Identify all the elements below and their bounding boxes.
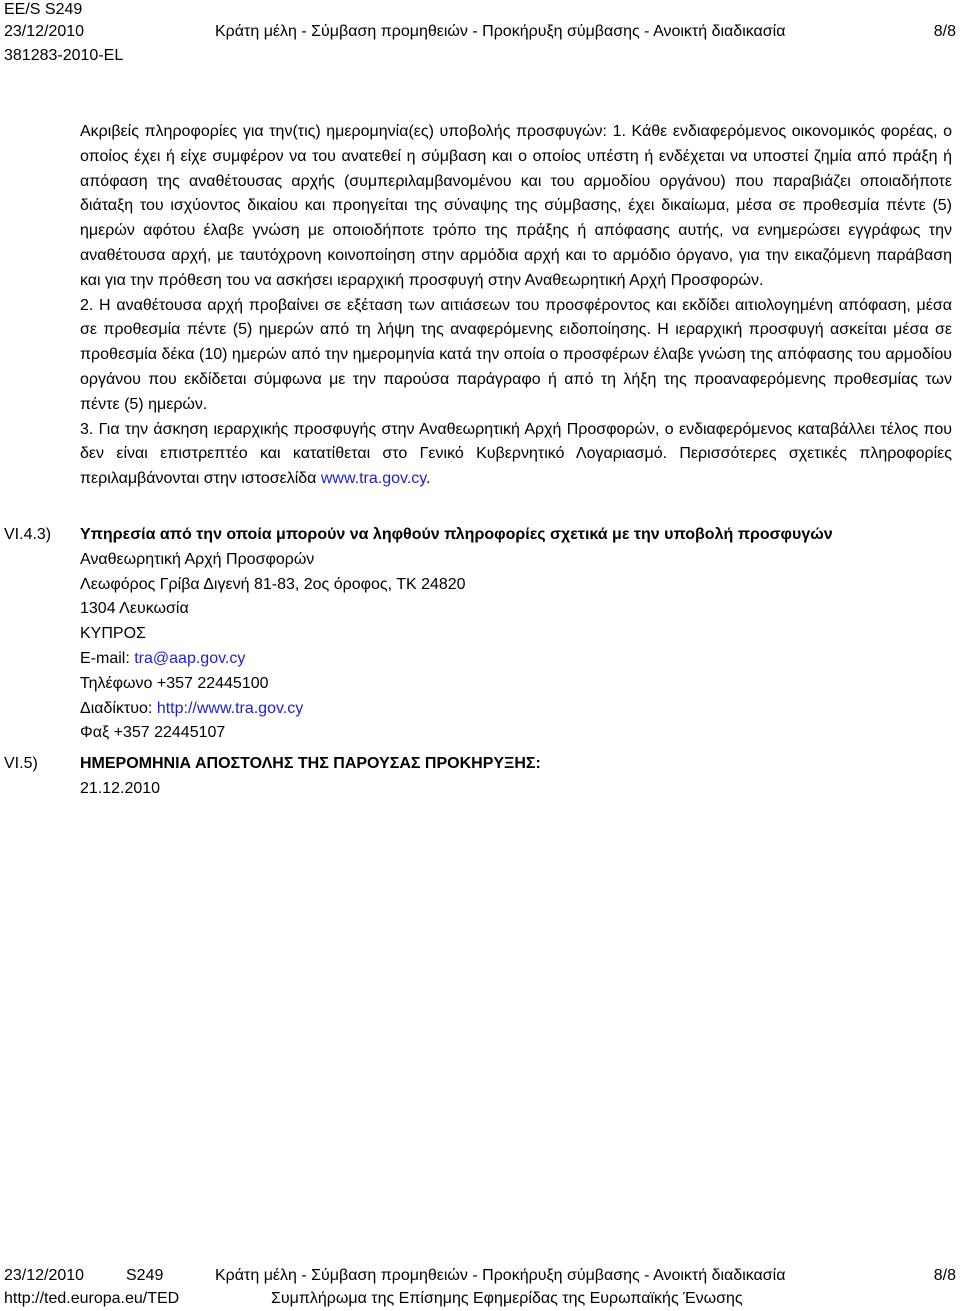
- web-line: [80, 697, 952, 722]
- paragraph-3: [80, 418, 952, 492]
- section-heading-vi43: Υπηρεσία από την οποία μπορούν να ληφθούν πληροφορίες σχετικά με την υποβολή προσφυγών: [80, 526, 833, 543]
- header-reference: 381283-2010-EL: [4, 47, 124, 64]
- footer-page-number: 8/8: [933, 1267, 956, 1284]
- tra-website-link[interactable]: www.tra.gov.cy: [320, 470, 427, 488]
- header-page-number: 8/8: [933, 23, 956, 40]
- email-link[interactable]: tra@aap.gov.cy: [134, 649, 246, 667]
- web-label: Διαδίκτυο:: [80, 699, 157, 717]
- appeals-text: [80, 120, 952, 492]
- city: 1304 Λευκωσία: [80, 600, 189, 618]
- phone: Τηλέφωνο +357 22445100: [80, 674, 269, 692]
- footer-date: 23/12/2010: [4, 1267, 85, 1284]
- paragraph-3-end: .: [426, 470, 431, 488]
- web-link[interactable]: http://www.tra.gov.cy: [156, 699, 304, 717]
- country: ΚΥΠΡΟΣ: [80, 625, 146, 643]
- dispatch-date-section: [80, 752, 952, 802]
- email-line: [80, 647, 952, 672]
- section-heading-vi5: ΗΜΕΡΟΜΗΝΙΑ ΑΠΟΣΤΟΛΗΣ ΤΗΣ ΠΑΡΟΥΣΑΣ ΠΡΟΚΗΡΥΞΗΣ:: [80, 755, 541, 772]
- street-address: Λεωφόρος Γρίβα Διγενή 81-83, 2ος όροφος, ΤΚ 24820: [80, 575, 466, 593]
- organisation-name: Αναθεωρητική Αρχή Προσφορών: [80, 550, 315, 568]
- footer-supplement: Συμπλήρωμα της Επίσημης Εφημερίδας της Ευρωπαϊκής Ένωσης: [271, 1290, 743, 1307]
- section-number-vi5: VI.5): [4, 755, 38, 772]
- paragraph-1: Ακριβείς πληροφορίες για την(τις) ημερομηνία(ες) υποβολής προσφυγών: 1. Κάθε ενδιαφερόμενος οικονομικός φορέας, ο οποίος έχει ή είχε συμφέρον να του ανατεθεί η σύμβαση και ο οποίος υπέστη ή ενδέχεται να υποστεί ζημία από πράξη ή απόφαση της αναθέτουσας αρχής (συμπεριλαμβανομένου και του αρμοδίου οργάνου) που παραβιάζει οποιαδήποτε διάταξη του ισχύοντος δικαίου και προηγείται της σύναψης της σύμβασης, έχει δικαίωμα, μέσα σε προθεσμία πέντε (5) ημερών αφότου έλαβε γνώση με οποιοδήποτε τρόπο της πράξης ή απόφασης αυτής, να ενημερώσει εγγράφως την αναθέτουσα αρχή, με ταυτόχρονη κοινοποίηση στην αρμόδια αρχή και το αρμόδιο όργανο, για την εικαζόμενη παράβαση και για την πρόθεση του να ασκήσει ιεραρχική προσφυγή στην Αναθεωρητική Αρχή Προσφορών.: [80, 123, 952, 289]
- footer-ted-link[interactable]: http://ted.europa.eu/TED: [4, 1290, 180, 1307]
- header-date: 23/12/2010: [4, 23, 85, 40]
- email-label: E-mail:: [80, 649, 135, 667]
- header-series: EE/S S249: [4, 1, 83, 18]
- review-body-contact: [80, 523, 952, 746]
- paragraph-3-text: 3. Για την άσκηση ιεραρχικής προσφυγής στην Αναθεωρητική Αρχή Προσφορών, ο ενδιαφερόμενος καταβάλλει τέλος που δεν είναι επιστρεπτέο και κατατίθεται στο Γενικό Κυβερνητικό Λογαριασμό. Περισσότερες σχετικές πληροφορίες περιλαμβάνονται στην ιστοσελίδα: [80, 420, 952, 488]
- footer-title: Κράτη μέλη - Σύμβαση προμηθειών - Προκήρυξη σύμβασης - Ανοικτή διαδικασία: [215, 1267, 786, 1284]
- paragraph-2: 2. Η αναθέτουσα αρχή προβαίνει σε εξέταση των αιτιάσεων του προσφέροντος και εκδίδει αιτιολογημένη απόφαση, μέσα σε προθεσμία πέντε (5) ημερών από τη λήψη της αναφερόμενης ειδοποίησης. Η ιεραρχική προσφυγή ασκείται μέσα σε προθεσμία δέκα (10) ημερών από την ημερομηνία κατά την οποία ο προσφέρων έλαβε γνώση της απόφασης του αρμοδίου οργάνου που εκδίδεται σύμφωνα με την παρούσα παράγραφο ή από τη λήξη της προαναφερόμενης προθεσμίας των πέντε (5) ημερών.: [80, 296, 952, 413]
- header-title: Κράτη μέλη - Σύμβαση προμηθειών - Προκήρυξη σύμβασης - Ανοικτή διαδικασία: [215, 23, 786, 40]
- dispatch-date: 21.12.2010: [80, 779, 161, 797]
- fax: Φαξ +357 22445107: [80, 724, 226, 742]
- footer-series: S249: [126, 1267, 164, 1284]
- section-number-vi43: VI.4.3): [4, 526, 52, 543]
